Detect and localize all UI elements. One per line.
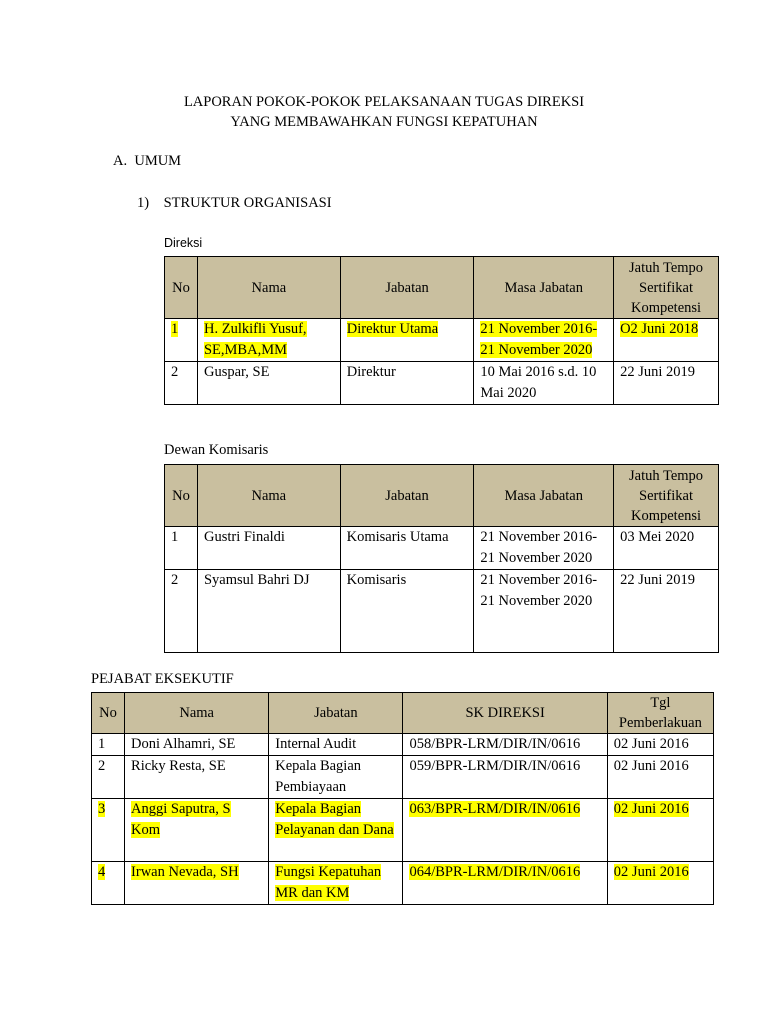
- cell-jabatan: Direktur Utama: [346, 321, 439, 337]
- komisaris-label: Dewan Komisaris: [164, 442, 269, 458]
- direksi-table: [164, 256, 719, 405]
- cell-tgl: 02 Juni 2016: [607, 756, 713, 799]
- cell-sk: 064/BPR-LRM/DIR/IN/0616: [409, 864, 581, 880]
- cell-masa: 21 November 2016-21 November 2020: [474, 570, 614, 653]
- cell-no: 3: [98, 801, 106, 817]
- cell-masa: 21 November 2016-21 November 2020: [480, 321, 598, 358]
- header-no: No: [165, 257, 198, 319]
- header-sk-direksi: SK DIREKSI: [403, 693, 607, 734]
- table-header-row: [165, 257, 719, 319]
- header-jatuh-tempo: Jatuh Tempo Sertifikat Kompetensi: [614, 465, 719, 527]
- header-masa-jabatan: Masa Jabatan: [474, 257, 614, 319]
- report-title-line-2: YANG MEMBAWAHKAN FUNGSI KEPATUHAN: [230, 114, 538, 130]
- section-heading-umum: A. UMUM: [113, 153, 182, 169]
- table-row: [165, 319, 719, 362]
- header-no: No: [165, 465, 198, 527]
- cell-no: 1: [165, 527, 198, 570]
- cell-jatuh-tempo: O2 Juni 2018: [620, 321, 699, 337]
- table-header-row: [165, 465, 719, 527]
- cell-jabatan: Direktur: [340, 362, 474, 405]
- header-jatuh-tempo: Jatuh Tempo Sertifikat Kompetensi: [614, 257, 719, 319]
- header-nama: Nama: [197, 465, 340, 527]
- eksekutif-table: [91, 692, 714, 905]
- header-jabatan: Jabatan: [269, 693, 403, 734]
- table-row: [92, 756, 714, 799]
- table-header-row: [92, 693, 714, 734]
- cell-masa: 21 November 2016-21 November 2020: [474, 527, 614, 570]
- cell-nama: Anggi Saputra, S Kom: [131, 801, 231, 838]
- table-row: [92, 799, 714, 862]
- cell-jabatan: Kepala Bagian Pelayanan dan Dana: [275, 801, 394, 838]
- cell-tgl: 02 Juni 2016: [613, 864, 689, 880]
- cell-jabatan: Kepala Bagian Pembiayaan: [269, 756, 403, 799]
- cell-nama: Gustri Finaldi: [197, 527, 340, 570]
- cell-nama: Syamsul Bahri DJ: [197, 570, 340, 653]
- cell-jatuh-tempo: 03 Mei 2020: [614, 527, 719, 570]
- cell-nama: Guspar, SE: [197, 362, 340, 405]
- cell-sk: 063/BPR-LRM/DIR/IN/0616: [409, 801, 581, 817]
- cell-jabatan: Fungsi Kepatuhan MR dan KM: [275, 864, 382, 901]
- cell-no: 2: [165, 362, 198, 405]
- header-jabatan: Jabatan: [340, 465, 474, 527]
- header-no: No: [92, 693, 125, 734]
- subsection-heading-struktur: 1) STRUKTUR ORGANISASI: [137, 195, 332, 211]
- cell-nama: H. Zulkifli Yusuf, SE,MBA,MM: [203, 321, 307, 358]
- eksekutif-label: PEJABAT EKSEKUTIF: [91, 671, 234, 687]
- table-row: [92, 862, 714, 905]
- report-title-line-1: LAPORAN POKOK-POKOK PELAKSANAAN TUGAS DIREKSI: [183, 94, 585, 110]
- table-row: [165, 362, 719, 405]
- cell-jatuh-tempo: 22 Juni 2019: [614, 362, 719, 405]
- header-nama: Nama: [125, 693, 269, 734]
- komisaris-table: [164, 464, 719, 653]
- header-jabatan: Jabatan: [340, 257, 474, 319]
- cell-jabatan: Komisaris: [340, 570, 474, 653]
- cell-no: 2: [92, 756, 125, 799]
- table-row: [92, 734, 714, 756]
- table-row: [165, 527, 719, 570]
- cell-no: 2: [165, 570, 198, 653]
- header-nama: Nama: [197, 257, 340, 319]
- header-masa-jabatan: Masa Jabatan: [474, 465, 614, 527]
- direksi-label: Direksi: [164, 236, 203, 250]
- cell-nama: Irwan Nevada, SH: [131, 864, 239, 880]
- cell-no: 4: [98, 864, 106, 880]
- table-row: [165, 570, 719, 653]
- cell-masa: 10 Mai 2016 s.d. 10 Mai 2020: [474, 362, 614, 405]
- cell-jatuh-tempo: 22 Juni 2019: [614, 570, 719, 653]
- cell-nama: Doni Alhamri, SE: [125, 734, 269, 756]
- cell-nama: Ricky Resta, SE: [125, 756, 269, 799]
- cell-jabatan: Internal Audit: [269, 734, 403, 756]
- cell-sk: 059/BPR-LRM/DIR/IN/0616: [403, 756, 607, 799]
- cell-no: 1: [171, 321, 179, 337]
- cell-no: 1: [92, 734, 125, 756]
- cell-sk: 058/BPR-LRM/DIR/IN/0616: [403, 734, 607, 756]
- cell-tgl: 02 Juni 2016: [613, 801, 689, 817]
- cell-tgl: 02 Juni 2016: [607, 734, 713, 756]
- cell-jabatan: Komisaris Utama: [340, 527, 474, 570]
- header-tgl-pemberlakuan: Tgl Pemberlakuan: [607, 693, 713, 734]
